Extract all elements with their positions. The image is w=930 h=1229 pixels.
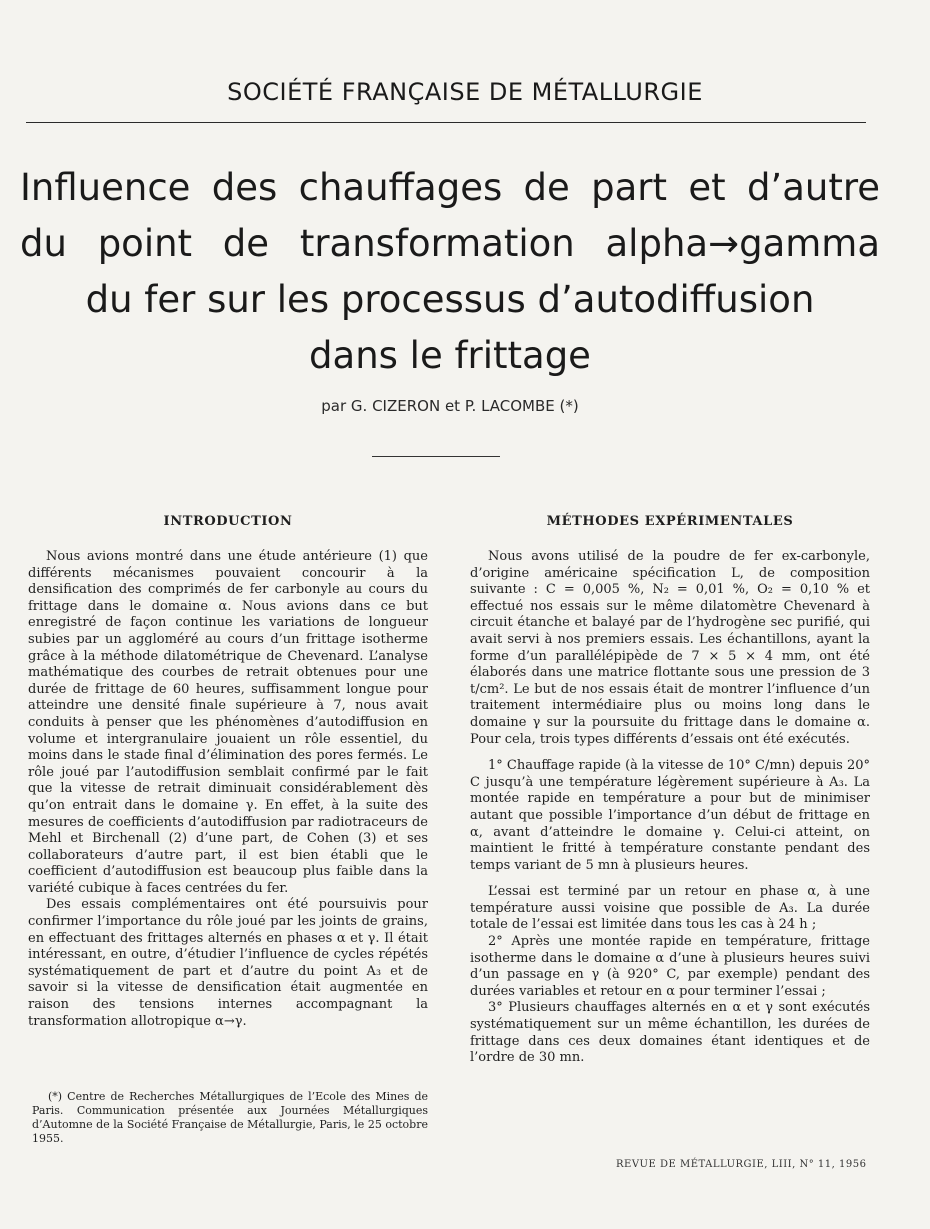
methods-paragraph-3: L’essai est terminé par un retour en phase α, à une température aussi voisine que possible de A₃. La durée totale de l’essai est limitée dans tous les cas à 24 h ;: [470, 884, 870, 933]
title-line-1: Influence des chauffages de part et d’autre: [20, 166, 880, 209]
introduction-paragraph-1: Nous avions montré dans une étude antérieure (1) que différents mécanismes pouvaient concourir à la densification des comprimés de fer carbonyle au cours du frittage dans le domaine α. Nous avions dans ce but enregistré de façon continue les variations de longueur subies par un aggloméré au cours d’un frittage isotherme grâce à la méthode dilatométrique de Chevenard. L’analyse mathématique des courbes de retrait obtenues pour une durée de frittage de 60 heures, suffisamment longue pour atteindre une densité finale supérieure à 7, nous avait conduits à penser que les phénomènes d’autodiffusion en volume et intergranulaire jouaient un rôle essentiel, du moins dans le stade final d’élimination des pores fermés. Le rôle joué par l’autodiffusion semblait confirmé par le fait que la vitesse de retrait diminuait considérablement dès qu’on entrait dans le domaine γ. En effet, à la suite des mesures de coefficients d’autodiffusion par radiotraceurs de Mehl et Birchenall (2) d’une part, de Cohen (3) et ses collaborateurs d’autre part, il est bien établi que le coefficient d’autodiffusion est beaucoup plus faible dans la variété cubique à faces centrées du fer.: [28, 549, 428, 896]
methods-paragraph-1: Nous avons utilisé de la poudre de fer ex-carbonyle, d’origine américaine spécification L, de composition suivante : C = 0,005 %, N₂ = 0,01 %, O₂ = 0,10 % et effectué nos essais sur le même dilatomètre Chevenard à circuit étanche et balayé par de l’hydrogène sec purifié, qui avait servi à nos premiers essais. Les échantillons, ayant la forme d’un parallélépipède de 7 × 5 × 4 mm, ont été élaborés dans une matrice flottante sous une pression de 3 t/cm². Le but de nos essais était de montrer l’influence d’un traitement intermédiaire plus ou moins long dans le domaine γ sur la poursuite du frittage dans le domaine α. Pour cela, trois types différents d’essais ont été exécutés.: [470, 549, 870, 747]
methods-paragraph-2: 1° Chauffage rapide (à la vitesse de 10° C/mn) depuis 20° C jusqu’à une température légèrement supérieure à A₃. La montée rapide en température a pour but de minimiser autant que possible l’importance d’un début de frittage en α, avant d’atteindre le domaine γ. Celui-ci atteint, on maintient le fritté à température constante pendant des temps variant de 5 mn à plusieurs heures.: [470, 758, 870, 873]
society-header: SOCIÉTÉ FRANÇAISE DE MÉTALLURGIE: [227, 78, 703, 106]
methods-body: [470, 549, 870, 1067]
authors-line: par G. CIZERON et P. LACOMBE (*): [321, 397, 579, 415]
methods-column: [470, 514, 870, 1067]
title-line-3: du fer sur les processus d’autodiffusion: [85, 278, 815, 321]
title-separator: [372, 456, 500, 457]
footnote: (*) Centre de Recherches Métallurgiques de l’Ecole des Mines de Paris. Communication présentée aux Journées Métallurgiques d’Automne de la Société Française de Métallurgie, Paris, le 25 octobre 1955.: [32, 1090, 428, 1145]
article-title: [20, 160, 880, 384]
title-line-4: dans le frittage: [309, 334, 591, 377]
introduction-body: [28, 549, 428, 1030]
introduction-column: [28, 514, 428, 1030]
journal-reference: REVUE DE MÉTALLURGIE, LIII, N° 11, 1956: [616, 1159, 867, 1170]
introduction-paragraph-2: Des essais complémentaires ont été poursuivis pour confirmer l’importance du rôle joué par les joints de grains, en effectuant des frittages alternés en phases α et γ. Il était intéressant, en outre, d’étudier l’influence de cycles répétés systématiquement de part et d’autre du point A₃ et de savoir si la vitesse de densification était augmentée en raison des tensions internes accompagnant la transformation allotropique α→γ.: [28, 897, 428, 1029]
header-rule: [26, 122, 866, 123]
methods-paragraph-4: 2° Après une montée rapide en température, frittage isotherme dans le domaine α d’une à plusieurs heures suivi d’un passage en γ (à 920° C, par exemple) pendant des durées variables et retour en α pour terminer l’essai ;: [470, 934, 870, 999]
introduction-heading: INTRODUCTION: [163, 514, 293, 529]
title-line-2: du point de transformation alpha→gamma: [20, 222, 880, 265]
methods-heading: MÉTHODES EXPÉRIMENTALES: [546, 514, 794, 529]
methods-paragraph-5: 3° Plusieurs chauffages alternés en α et γ sont exécutés systématiquement sur un même échantillon, les durées de frittage dans ces deux domaines étant identiques et de l’ordre de 30 mn.: [470, 1000, 870, 1066]
